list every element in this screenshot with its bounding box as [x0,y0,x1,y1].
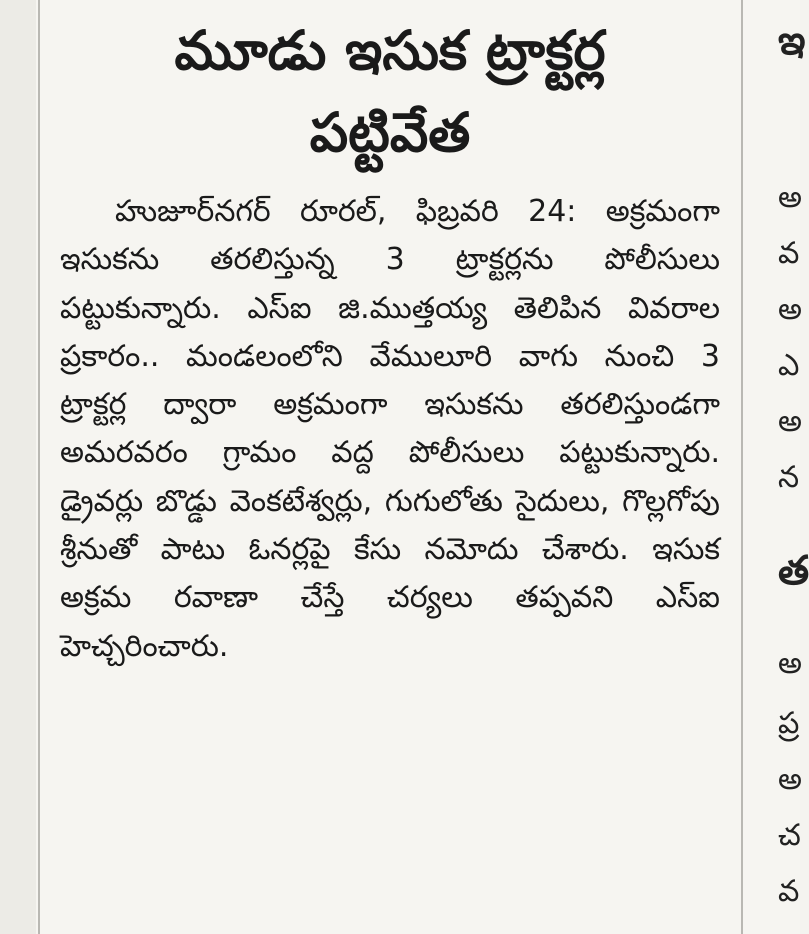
next-column-text-fragment: అ [778,292,802,327]
column-divider-right [741,0,743,934]
headline-line-1: మూడు ఇసుక ట్రాక్టర్ల [174,19,606,82]
next-column-text-fragment: ప్ర [778,706,800,741]
next-column-text-fragment: అ [778,180,802,215]
next-column-text-fragment: న [778,460,800,495]
headline-line-2: పట్టివేత [309,101,471,164]
next-column-text-fragment: అ [778,404,802,439]
next-column-fragment [760,0,809,934]
article-body: హుజూర్‌నగర్ రూరల్, ఫిబ్రవరి 24: అక్రమంగా ఇసుకను తరలిస్తున్న 3 ట్రాక్టర్లను పోలీసులు పట్టుకున్నారు. ఎస్ఐ జి.ముత్తయ్య తెలిపిన వివరాల ప్రకారం.. మండలంలోని వేములూరి వాగు నుంచి 3 ట్రాక్టర్ల ద్వారా అక్రమంగా ఇసుకను తరలిస్తుండగా అమరవరం గ్రామం వద్ద పోలీసులు పట్టుకున్నారు. డ్రైవర్లు బొడ్డు వెంకటేశ్వర్లు, గుగులోతు సైదులు, గొల్లగోపు శ్రీనుతో పాటు ఓనర్లపై కేసు నమోదు చేశారు. ఇసుక అక్రమ రవాణా చేస్తే చర్యలు తప్పవని ఎస్ఐ హెచ్చరించారు. [60,194,720,664]
next-column-text-fragment: ఎ [778,348,800,383]
next-column-headline-fragment: ఇ [778,18,806,64]
news-article [60,10,720,701]
next-column-subhead-fragment: త [778,548,809,594]
previous-column-edge [0,0,36,934]
next-column-text-fragment: వ [778,236,800,271]
next-column-text-fragment: చ [778,818,801,853]
next-column-text-fragment: వ [778,874,800,909]
column-divider-left [38,0,40,934]
next-column-text-fragment: అ [778,762,802,797]
next-column-text-fragment: అ [778,646,802,681]
article-headline [60,10,720,174]
